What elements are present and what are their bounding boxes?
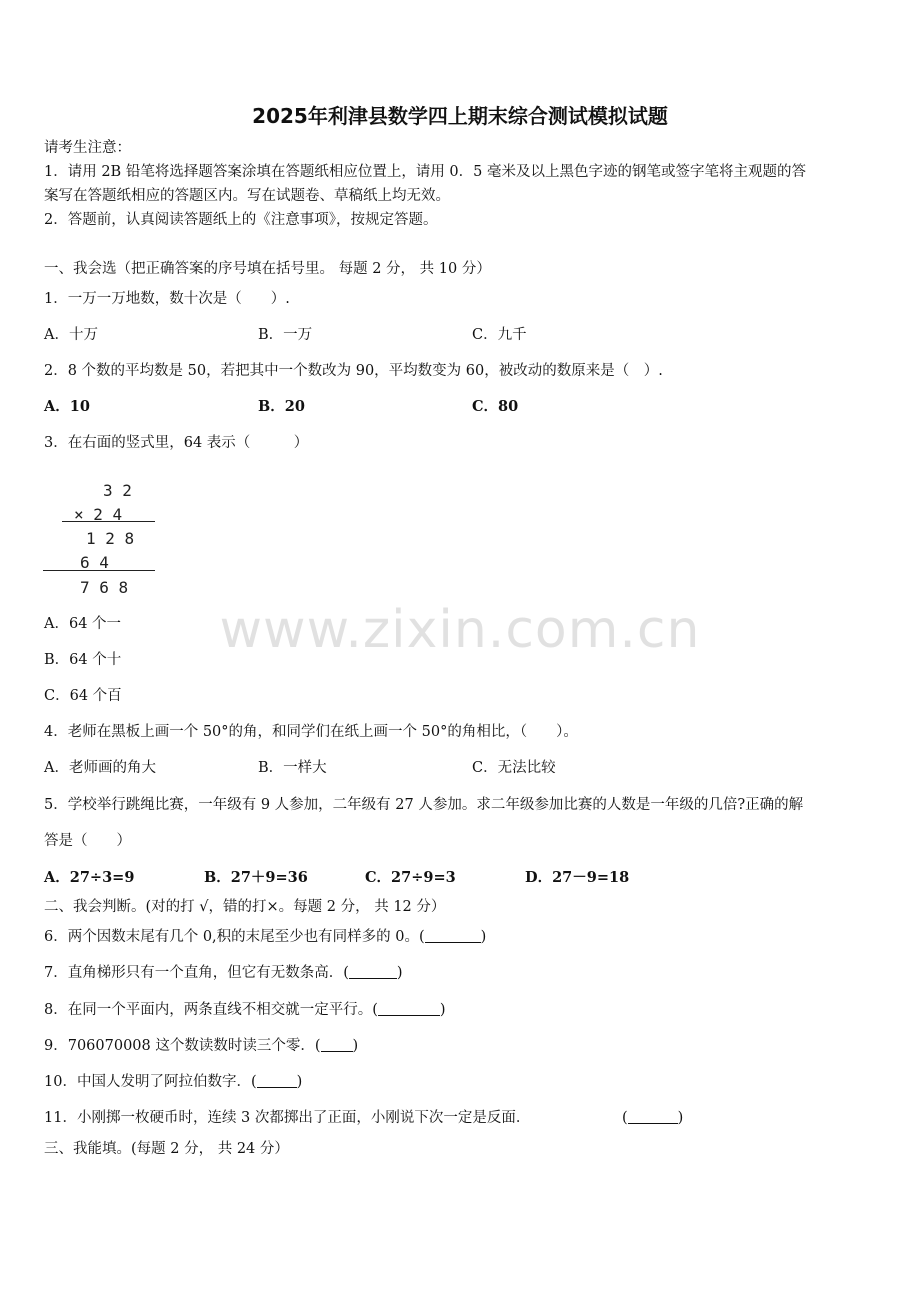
question-5-option-c: C．27÷9=3 [365,869,456,886]
question-11-answer [622,1108,683,1128]
answer-blank-11[interactable] [628,1109,678,1124]
calc-row-partial-2: 6 4 [80,553,109,572]
question-2-option-c: C．80 [472,398,519,415]
question-5-option-b: B．27＋9=36 [204,869,308,886]
question-5-stem-line-2: 答是（ ） [44,833,131,849]
question-8-text: 8．在同一个平面内，两条直线不相交就一定平行。( [44,1002,378,1018]
question-8-close-paren: ) [439,1002,446,1018]
question-3-option-c: C．64 个百 [44,688,122,704]
question-10-text: 10．中国人发明了阿拉伯数字．( [44,1074,257,1090]
question-4-stem: 4．老师在黑板上画一个 50°的角，和同学们在纸上画一个 50°的角相比，（ ）。 [44,724,578,740]
section-3-header: 三、我能填。(每题 2 分， 共 24 分） [44,1141,289,1157]
calc-row-multiplier: × 2 4 [74,505,123,524]
notice-item-1-line-2: 案写在答题纸相应的答题区内。写在试题卷、草稿纸上均无效。 [44,188,450,204]
question-11-open-paren: ( [622,1110,628,1126]
question-11-close-paren: ) [677,1110,684,1126]
question-7-text: 7．直角梯形只有一个直角，但它有无数条高．( [44,965,349,981]
answer-blank-9[interactable] [321,1037,353,1052]
answer-blank-10[interactable] [257,1073,297,1088]
watermark: www.zixin.com.cn [219,600,701,660]
question-6-text: 6．两个因数末尾有几个 0,积的末尾至少也有同样多的 0。( [44,929,425,945]
question-2-stem: 2．8 个数的平均数是 50，若把其中一个数改为 90，平均数变为 60，被改动的数原来是（ ）. [44,363,663,379]
question-4-option-c: C．无法比较 [472,760,556,776]
question-1-option-c: C．九千 [472,327,527,343]
question-4-option-b: B．一样大 [258,760,327,776]
notice-item-2: 2．答题前，认真阅读答题纸上的《注意事项》，按规定答题。 [44,212,438,228]
question-3-option-a: A．64 个一 [44,616,122,632]
answer-blank-8[interactable] [378,1001,440,1016]
question-1-stem: 1．一万一万地数，数十次是（ ）. [44,291,290,307]
question-1-option-b: B．一万 [258,327,313,343]
question-3-stem: 3．在右面的竖式里，64 表示（ ） [44,435,309,451]
question-9-text: 9．706070008 这个数读数时读三个零．( [44,1038,321,1054]
question-11-text: 11．小刚掷一枚硬币时，连续 3 次都掷出了正面，小刚说下次一定是反面． [44,1110,531,1126]
calc-rule-1 [62,521,155,522]
notice-item-1-line-1: 1．请用 2B 铅笔将选择题答案涂填在答题纸相应位置上，请用 0．5 毫米及以上黑色字迹的钢笔或签字笔将主观题的答 [44,164,806,180]
section-1-header: 一、我会选（把正确答案的序号填在括号里。 每题 2 分， 共 10 分） [44,261,491,277]
question-7 [44,963,403,983]
question-5-option-d: D．27－9=18 [525,869,630,886]
section-2-header: 二、我会判断。(对的打 √，错的打×。每题 2 分， 共 12 分） [44,899,446,915]
answer-blank-7[interactable] [349,964,397,979]
calc-row-multiplicand: 3 2 [103,481,132,500]
question-6 [44,927,486,947]
question-10-close-paren: ) [296,1074,303,1090]
question-1-option-a: A．十万 [44,327,98,343]
calc-row-partial-1: 1 2 8 [86,529,135,548]
question-9 [44,1036,358,1056]
question-5-stem-line-1: 5．学校举行跳绳比赛，一年级有 9 人参加，二年级有 27 人参加。求二年级参加比赛的人数是一年级的几倍?正确的解 [44,797,804,813]
calc-rule-2 [43,570,155,571]
question-6-close-paren: ) [480,929,487,945]
question-10 [44,1072,302,1092]
question-8 [44,1000,446,1020]
notice-header: 请考生注意： [44,140,131,156]
calc-row-product: 7 6 8 [80,578,129,597]
question-5-option-a: A．27÷3=9 [44,869,135,886]
page-title: 2025年利津县数学四上期末综合测试模拟试题 [252,104,668,128]
question-7-close-paren: ) [396,965,403,981]
question-3-option-b: B．64 个十 [44,652,122,668]
question-9-close-paren: ) [352,1038,359,1054]
answer-blank-6[interactable] [425,928,481,943]
question-4-option-a: A．老师画的角大 [44,760,156,776]
question-2-option-a: A．10 [44,398,90,415]
question-2-option-b: B．20 [258,398,305,415]
